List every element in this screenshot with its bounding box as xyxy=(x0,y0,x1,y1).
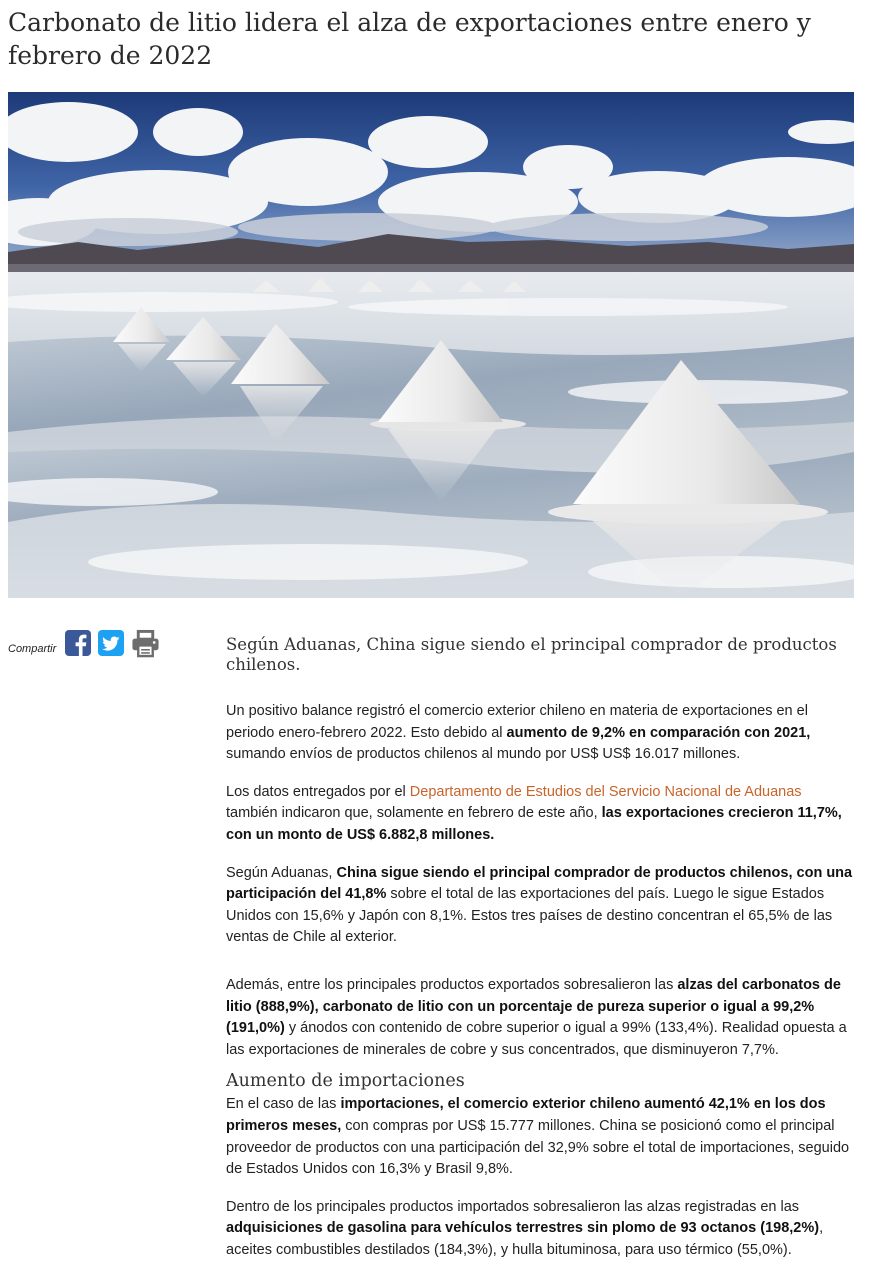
text: también indicaron que, solamente en febrero de este año, xyxy=(226,805,602,822)
text: sobre el total de las exportaciones del país. Luego le sigue Estados Unidos con 15,6% y Japón con 8,1%. Estos tres países de destino concentran el 65,5% de las ventas de Chile al exterior. xyxy=(226,886,833,946)
bold-text: alzas del carbonatos de litio (888,9%), carbonato de litio con un porcentaje de pureza superior o igual a 99,2% (191,0%) xyxy=(226,976,841,1037)
text: Dentro de los principales productos importados sobresalieron las alzas registradas en las xyxy=(226,1198,800,1215)
facebook-icon[interactable] xyxy=(65,630,91,656)
article-body xyxy=(226,635,856,1277)
article-lead: Según Aduanas, China sigue siendo el principal comprador de productos chilenos. xyxy=(226,635,837,674)
share-label: Compartir xyxy=(8,643,57,655)
bold-text: China sigue siendo el principal comprador de productos chilenos, con una participación del 41,8% xyxy=(226,864,853,903)
text: Un positivo balance registró el comercio exterior chileno en materia de exportaciones en el periodo enero-febrero 2022. Esto debido al xyxy=(226,703,808,741)
bold-text: adquisiciones de gasolina para vehículos terrestres sin plomo de 93 octanos (198,2%) xyxy=(226,1220,820,1237)
twitter-icon[interactable] xyxy=(98,630,124,656)
paragraph-4 xyxy=(226,975,856,1061)
spacer xyxy=(226,965,856,975)
text: Los datos entregados por el xyxy=(226,783,410,800)
bold-text: aumento de 9,2% en comparación con 2021, xyxy=(506,724,811,741)
text: Según Aduanas, xyxy=(226,864,337,881)
paragraph-6 xyxy=(226,1197,856,1262)
article-title: Carbonato de litio lidera el alza de exportaciones entre enero y febrero de 2022 xyxy=(8,8,811,70)
aduanas-studies-link[interactable]: Departamento de Estudios del Servicio Nacional de Aduanas xyxy=(409,783,802,800)
bold-text: importaciones, el comercio exterior chileno aumentó 42,1% en los dos primeros meses, xyxy=(226,1096,826,1134)
paragraph-3 xyxy=(226,863,856,949)
text: Además, entre los principales productos exportados sobresalieron las xyxy=(226,976,678,993)
text: En el caso de las xyxy=(226,1096,341,1113)
text: , aceites combustibles destilados (184,3%), y hulla bituminosa, para uso térmico (55,0%). xyxy=(226,1220,824,1258)
paragraph-5 xyxy=(226,1094,856,1180)
hero-image-salt-flat xyxy=(8,92,854,598)
text: sumando envíos de productos chilenos al mundo por US$ US$ 16.017 millones. xyxy=(226,746,741,763)
print-icon[interactable] xyxy=(131,629,160,658)
bold-text: las exportaciones crecieron 11,7%, con un monto de US$ 6.882,8 millones. xyxy=(226,805,842,843)
section-heading-imports: Aumento de importaciones xyxy=(226,1071,465,1092)
paragraph-2 xyxy=(226,782,856,847)
text: con compras por US$ 15.777 millones. China se posicionó como el principal proveedor de productos con una participación del 32,9% sobre el total de importaciones, seguido de Estados Unidos con 16,3% y Brasil 9,8%. xyxy=(226,1117,850,1178)
text: y ánodos con contenido de cobre superior o igual a 99% (133,4%). Realidad opuesta a las exportaciones de minerales de cobre y sus concentrados, que disminuyeron 7,7%. xyxy=(226,1020,847,1058)
paragraph-1 xyxy=(226,701,856,766)
share-bar xyxy=(8,628,167,658)
